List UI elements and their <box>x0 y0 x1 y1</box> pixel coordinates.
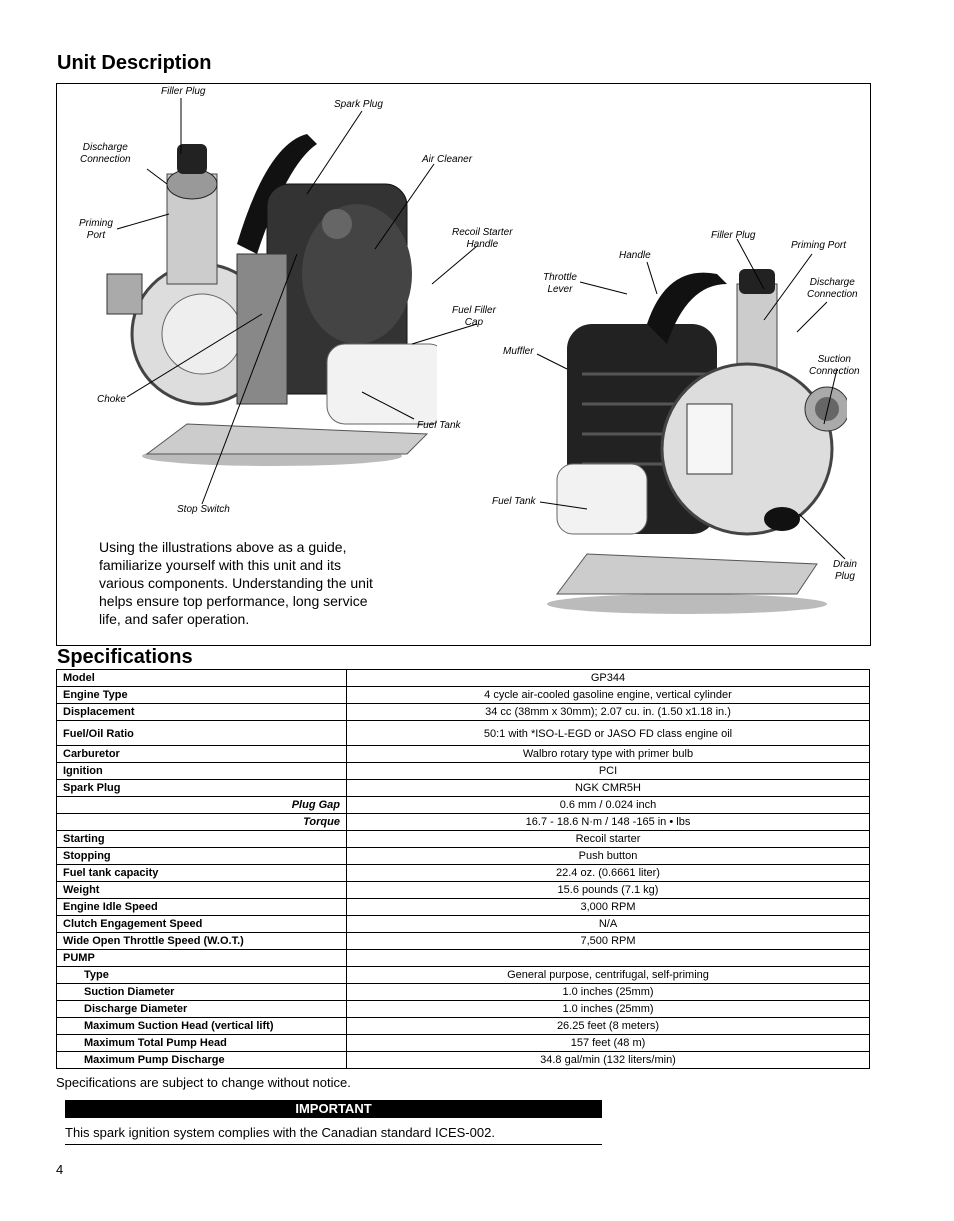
table-row <box>57 670 870 687</box>
spec-label: Plug Gap <box>57 797 347 814</box>
spec-value: 16.7 - 18.6 N·m / 148 -165 in • lbs <box>347 814 870 831</box>
table-row <box>57 704 870 721</box>
spec-value: 4 cycle air-cooled gasoline engine, vertical cylinder <box>347 687 870 704</box>
label-filler-plug-right: Filler Plug <box>711 230 756 241</box>
spec-value: 1.0 inches (25mm) <box>347 984 870 1001</box>
unit-description-figure <box>56 83 871 646</box>
spec-label: Model <box>57 670 347 687</box>
spec-value: 157 feet (48 m) <box>347 1035 870 1052</box>
label-discharge-connection-right: Discharge Connection <box>807 277 858 300</box>
label-fuel-tank-right: Fuel Tank <box>492 496 536 507</box>
label-filler-plug-left: Filler Plug <box>161 86 206 97</box>
table-row <box>57 1018 870 1035</box>
specs-title: Specifications <box>57 646 193 668</box>
label-priming-port-right: Priming Port <box>791 240 847 251</box>
label-priming-port-left: Priming Port <box>79 218 113 241</box>
table-row <box>57 797 870 814</box>
spec-label: Maximum Pump Discharge <box>57 1052 347 1069</box>
spec-value: 50:1 with *ISO-L-EGD or JASO FD class engine oil <box>347 721 870 746</box>
spec-label: PUMP <box>57 950 347 967</box>
important-text: This spark ignition system complies with the Canadian standard ICES-002. <box>65 1125 495 1140</box>
label-stop-switch: Stop Switch <box>177 504 230 515</box>
page-number: 4 <box>56 1162 64 1177</box>
specifications-table <box>56 669 870 1069</box>
spec-value: 0.6 mm / 0.024 inch <box>347 797 870 814</box>
label-throttle-lever: Throttle Lever <box>543 272 577 295</box>
spec-value: GP344 <box>347 670 870 687</box>
table-row <box>57 687 870 704</box>
table-row <box>57 831 870 848</box>
table-row <box>57 882 870 899</box>
spec-value: Walbro rotary type with primer bulb <box>347 746 870 763</box>
spec-label: Clutch Engagement Speed <box>57 916 347 933</box>
spec-value: Push button <box>347 848 870 865</box>
spec-value: 26.25 feet (8 meters) <box>347 1018 870 1035</box>
spec-value: 1.0 inches (25mm) <box>347 1001 870 1018</box>
table-row <box>57 721 870 746</box>
label-spark-plug: Spark Plug <box>334 99 383 110</box>
table-row <box>57 1035 870 1052</box>
spec-label: Engine Idle Speed <box>57 899 347 916</box>
spec-label: Discharge Diameter <box>57 1001 347 1018</box>
spec-value: 34.8 gal/min (132 liters/min) <box>347 1052 870 1069</box>
spec-value: 7,500 RPM <box>347 933 870 950</box>
table-row <box>57 865 870 882</box>
spec-value: PCI <box>347 763 870 780</box>
spec-label: Suction Diameter <box>57 984 347 1001</box>
guide-text: Using the illustrations above as a guide, familiarize yourself with this unit and its various components. Understanding the unit helps ensure top performance, long service life, and safer operation. <box>99 539 373 627</box>
spec-label: Carburetor <box>57 746 347 763</box>
table-row <box>57 950 870 967</box>
label-muffler: Muffler <box>503 346 534 357</box>
table-row <box>57 780 870 797</box>
spec-value: 3,000 RPM <box>347 899 870 916</box>
spec-label: Weight <box>57 882 347 899</box>
table-row <box>57 814 870 831</box>
spec-label: Maximum Total Pump Head <box>57 1035 347 1052</box>
table-row <box>57 967 870 984</box>
important-banner: IMPORTANT <box>65 1100 602 1118</box>
spec-value: N/A <box>347 916 870 933</box>
label-recoil-starter-handle: Recoil Starter Handle <box>452 227 513 250</box>
label-handle: Handle <box>619 250 651 261</box>
spec-label: Maximum Suction Head (vertical lift) <box>57 1018 347 1035</box>
spec-value: 22.4 oz. (0.6661 liter) <box>347 865 870 882</box>
label-fuel-filler-cap: Fuel Filler Cap <box>452 305 496 328</box>
table-row <box>57 848 870 865</box>
spec-label: Ignition <box>57 763 347 780</box>
spec-label: Starting <box>57 831 347 848</box>
label-fuel-tank-left: Fuel Tank <box>417 420 461 431</box>
spec-label: Displacement <box>57 704 347 721</box>
table-row <box>57 746 870 763</box>
table-row <box>57 916 870 933</box>
spec-value: Recoil starter <box>347 831 870 848</box>
spec-label: Type <box>57 967 347 984</box>
spec-value: 15.6 pounds (7.1 kg) <box>347 882 870 899</box>
label-discharge-connection-left: Discharge Connection <box>80 142 131 165</box>
table-row <box>57 933 870 950</box>
label-choke: Choke <box>97 394 126 405</box>
section-title: Unit Description <box>57 52 212 74</box>
spec-label: Spark Plug <box>57 780 347 797</box>
spec-value: General purpose, centrifugal, self-priming <box>347 967 870 984</box>
label-air-cleaner: Air Cleaner <box>422 154 473 165</box>
table-row <box>57 1001 870 1018</box>
spec-label: Fuel tank capacity <box>57 865 347 882</box>
table-row <box>57 1052 870 1069</box>
table-row <box>57 984 870 1001</box>
spec-label: Torque <box>57 814 347 831</box>
spec-label: Engine Type <box>57 687 347 704</box>
divider <box>65 1144 602 1145</box>
spec-value: 34 cc (38mm x 30mm); 2.07 cu. in. (1.50 x1.18 in.) <box>347 704 870 721</box>
spec-label: Stopping <box>57 848 347 865</box>
spec-value: NGK CMR5H <box>347 780 870 797</box>
spec-label: Wide Open Throttle Speed (W.O.T.) <box>57 933 347 950</box>
table-row <box>57 763 870 780</box>
label-drain-plug: Drain Plug <box>833 559 857 582</box>
spec-label: Fuel/Oil Ratio <box>57 721 347 746</box>
table-row <box>57 899 870 916</box>
spec-value <box>347 950 870 967</box>
label-suction-connection: Suction Connection <box>809 354 860 377</box>
specs-notice: Specifications are subject to change without notice. <box>56 1075 351 1090</box>
